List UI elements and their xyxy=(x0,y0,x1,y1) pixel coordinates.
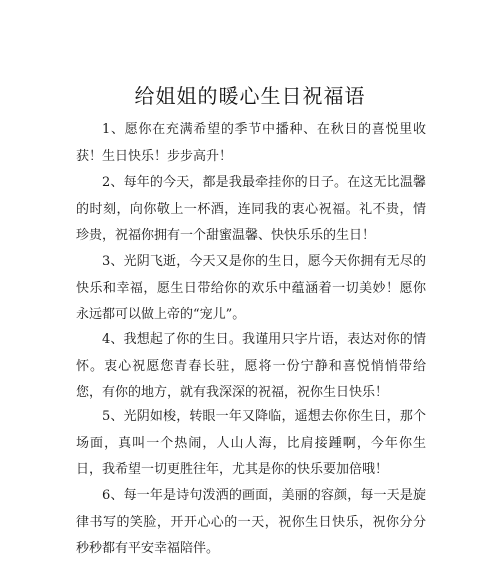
wish-paragraph-1: 1、愿你在充满希望的季节中播种、在秋日的喜悦里收获！生日快乐！步步高升！ xyxy=(76,122,426,164)
wish-paragraph-3: 3、光阴飞逝，今天又是你的生日，愿今天你拥有无尽的快乐和幸福，愿生日带给你的欢乐中蕴涵着一切美妙！愿你永远都可以做上帝的“宠儿”。 xyxy=(76,254,426,322)
wish-paragraph-2: 2、每年的今天，都是我最牵挂你的日子。在这无比温馨的时刻，向你敬上一杯酒，连同我的衷心祝福。礼不贵，情珍贵，祝福你拥有一个甜蜜温馨、快快乐乐的生日！ xyxy=(76,175,426,243)
wish-paragraph-6: 6、每一年是诗句泼洒的画面，美丽的容颜，每一天是旋律书写的笑脸，开开心心的一天，祝你生日快乐，祝你分分秒秒都有平安幸福陪伴。 xyxy=(76,488,426,556)
document-title: 给姐姐的暖心生日祝福语 xyxy=(134,84,366,108)
wish-paragraph-4: 4、我想起了你的生日。我谨用只字片语，表达对你的情怀。衷心祝愿您青春长驻，愿将一份宁静和喜悦悄悄带给您，有你的地方，就有我深深的祝福，祝你生日快乐！ xyxy=(76,332,426,400)
wish-paragraph-5: 5、光阴如梭，转眼一年又降临，遥想去你你生日，那个场面，真叫一个热闹，人山人海，比肩接踵啊，今年你生日，我希望一切更胜往年，尤其是你的快乐要加倍哦！ xyxy=(76,409,426,477)
